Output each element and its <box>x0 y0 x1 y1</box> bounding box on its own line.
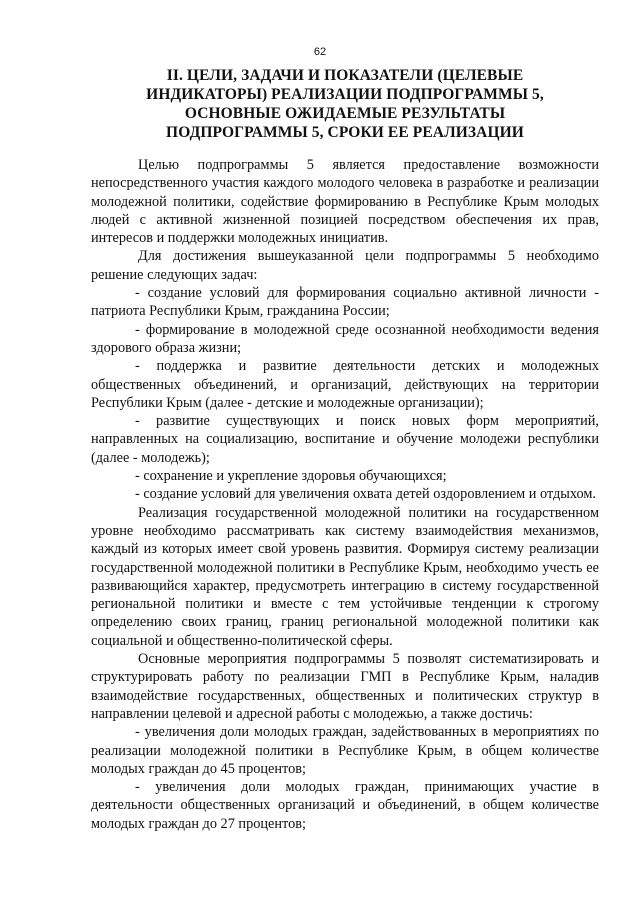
heading-line-4: ПОДПРОГРАММЫ 5, СРОКИ ЕЕ РЕАЛИЗАЦИИ <box>166 124 524 141</box>
task-item: - создание условий для формирования социально активной личности - патриота Республики Крым, гражданина России; <box>91 285 599 320</box>
section-heading <box>95 66 595 142</box>
paragraph-main-activities: Основные мероприятия подпрограммы 5 позволят систематизировать и структурировать работу по реализации ГМП в Республике Крым, наладив взаимодействие государственных, общественных и политических структур в направлении целевой и адресной работы с молодежью, а также достичь: <box>91 651 599 722</box>
heading-line-1: II. ЦЕЛИ, ЗАДАЧИ И ПОКАЗАТЕЛИ (ЦЕЛЕВЫЕ <box>166 67 524 84</box>
task-item: - развитие существующих и поиск новых форм мероприятий, направленных на социализацию, воспитание и обучение молодежи республики (далее - молодежь); <box>91 413 599 466</box>
heading-line-3: ОСНОВНЫЕ ОЖИДАЕМЫЕ РЕЗУЛЬТАТЫ <box>184 105 506 122</box>
paragraph-goal: Целью подпрограммы 5 является предоставление возможности непосредственного участия каждого молодого человека в разработке и реализации молодежной политики, содействие формированию в Республике Крым молодых людей с активной жизненной позицией посредством обеспечения их прав, интересов и поддержки молодежных инициатив. <box>91 157 599 247</box>
task-item: - создание условий для увеличения охвата детей оздоровлением и отдыхом. <box>135 486 597 503</box>
document-body <box>91 156 599 833</box>
task-item: - поддержка и развитие деятельности детских и молодежных общественных объединений, и организаций, действующих на территории Республики Крым (далее - детские и молодежные организации); <box>91 358 599 411</box>
task-item: - сохранение и укрепление здоровья обучающихся; <box>135 468 447 485</box>
result-item: - увеличения доли молодых граждан, задействованных в мероприятиях по реализации молодежной политики в Республике Крым, в общем количестве молодых граждан до 45 процентов; <box>91 724 599 777</box>
paragraph-tasks-intro: Для достижения вышеуказанной цели подпрограммы 5 необходимо решение следующих задач: <box>91 248 599 283</box>
task-item: - формирование в молодежной среде осознанной необходимости ведения здорового образа жизни; <box>91 321 599 356</box>
page-number: 62 <box>313 46 327 58</box>
result-item: - увеличения доли молодых граждан, принимающих участие в деятельности общественных организаций и объединений, в общем количестве молодых граждан до 27 процентов; <box>91 779 599 832</box>
paragraph-implementation: Реализация государственной молодежной политики на государственном уровне необходимо рассматривать как систему взаимодействия механизмов, каждый из которых имеет свой уровень развития. Формируя систему реализации государственной молодежной политики в Республике Крым, необходимо учесть ее развивающийся характер, предусмотреть интеграцию в систему государственной региональной политики и вместе с тем устойчивые тенденции к строгому определению своих границ, границ региональной молодежной политики как социальной и общественно-политической сферы. <box>91 504 599 649</box>
heading-line-2: ИНДИКАТОРЫ) РЕАЛИЗАЦИИ ПОДПРОГРАММЫ 5, <box>146 86 544 103</box>
